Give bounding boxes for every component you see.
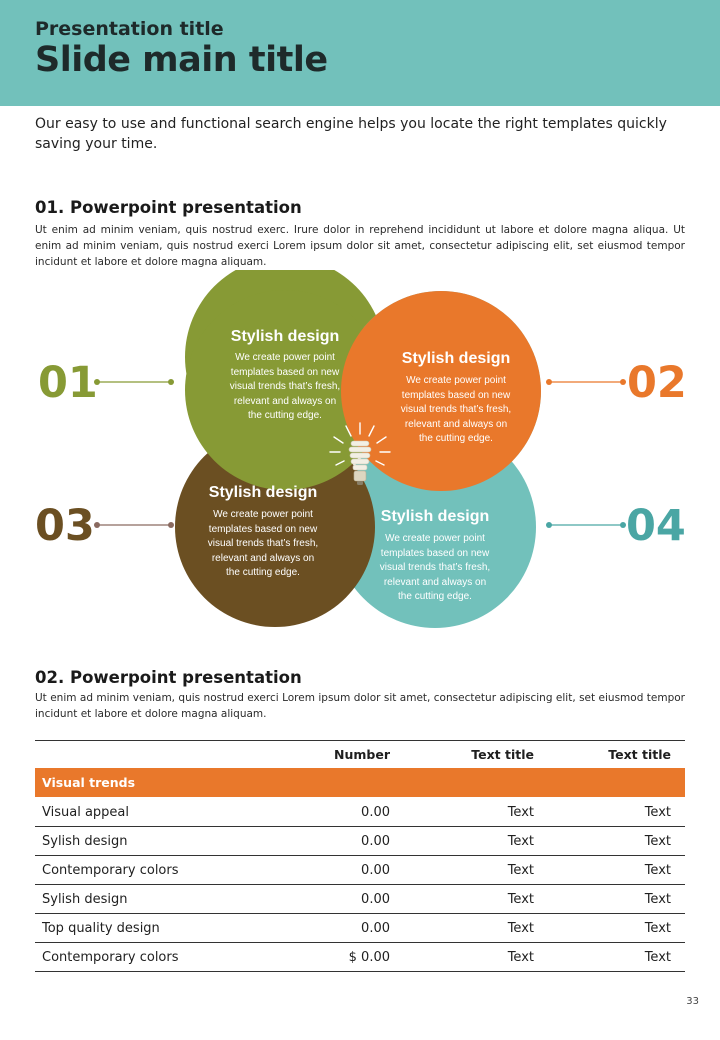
table-row [35,885,685,914]
circle-01-line: the cutting edge. [248,410,322,421]
section2-body: Ut enim ad minim veniam, quis nostrud exerci Lorem ipsum dolor sit amet, consectetur adipiscing elit, set eiusmod tempor incidunt et labore et dolore magna aliquam. [35,692,685,720]
table-group-label: Visual trends [42,775,136,790]
section2-title: 02. Powerpoint presentation [35,668,302,687]
table-cell: $ 0.00 [348,949,390,965]
venn-diagram [0,270,720,640]
number-01: 01 [38,358,98,408]
table-cell: Text [507,862,534,878]
table-row [35,798,685,827]
circle-02-line: the cutting edge. [419,433,493,444]
section1-title: 01. Powerpoint presentation [35,198,302,217]
table-row [35,943,685,972]
slide-title: Slide main title [35,40,328,80]
table-cell: Top quality design [42,920,160,936]
table-cell: Text [644,920,671,936]
circle-01-title: Stylish design [230,328,340,345]
number-04: 04 [626,501,686,551]
table-cell: Text [507,891,534,907]
table-cell: 0.00 [361,833,390,849]
table-row [35,914,685,943]
table-cell: 0.00 [361,891,390,907]
table-cell: Sylish design [42,891,128,907]
number-02: 02 [627,358,687,408]
circle-02-line: visual trends that’s fresh, [400,404,512,415]
table-cell: Text [644,891,671,907]
table-cell: Text [644,949,671,965]
table-cell: Text [507,920,534,936]
table-cell: Text [507,949,534,965]
table-cell: Visual appeal [42,804,129,820]
table-cell: Text [644,833,671,849]
section1-body: Ut enim ad minim veniam, quis nostrud exerc. Irure dolor in reprehend incididunt ut labore et dolore magna aliqua. Ut enim ad minim veniam, quis nostrud exerci Lorem ipsum dolor sit amet, consectetur adipiscing elit, set eiusmod tempor incidunt et labore et dolore magna aliquam. [35,224,685,268]
header-banner [0,0,720,106]
table-cell: Contemporary colors [42,862,179,878]
presentation-title: Presentation title [35,18,224,40]
table-group-row [35,768,685,798]
table-cell: Text [644,804,671,820]
table-header-cell: Text title [471,747,534,762]
intro-text: Our easy to use and functional search engine helps you locate the right templates quickly saving your time. [35,116,667,152]
circle-03-line: We create power point [213,509,313,520]
data-table [35,740,685,972]
table-header-row [35,740,685,768]
table-cell: Contemporary colors [42,949,179,965]
circle-01-line: We create power point [235,352,335,363]
circle-04-line: visual trends that’s fresh, [379,562,491,573]
circle-01-line: visual trends that’s fresh, [229,381,341,392]
circle-03-line: the cutting edge. [226,567,300,578]
table-row [35,827,685,856]
circle-02-line: relevant and always on [404,419,508,430]
table-cell: Text [507,804,534,820]
circle-03-title: Stylish design [208,484,318,501]
circle-02-title: Stylish design [401,350,511,367]
table-cell: Sylish design [42,833,128,849]
table-header-cell: Number [334,747,390,762]
circle-03-line: visual trends that’s fresh, [207,538,319,549]
circle-03-line: templates based on new [208,524,318,535]
table-row [35,856,685,885]
table-cell: Text [644,862,671,878]
circle-02-line: We create power point [406,375,506,386]
table-cell: 0.00 [361,920,390,936]
table-header-cell: Text title [608,747,671,762]
table-cell: 0.00 [361,862,390,878]
circle-04-line: the cutting edge. [398,591,472,602]
circle-04-line: templates based on new [380,548,490,559]
table-cell: Text [507,833,534,849]
circle-03-line: relevant and always on [211,553,315,564]
circle-04-line: relevant and always on [383,577,487,588]
table-cell: 0.00 [361,804,390,820]
circle-02-line: templates based on new [401,390,511,401]
circle-01-line: relevant and always on [233,396,337,407]
circle-04-title: Stylish design [380,508,490,525]
circle-01-line: templates based on new [230,367,340,378]
circle-04-line: We create power point [385,533,485,544]
page-number: 33 [686,996,699,1007]
number-03: 03 [35,501,95,551]
